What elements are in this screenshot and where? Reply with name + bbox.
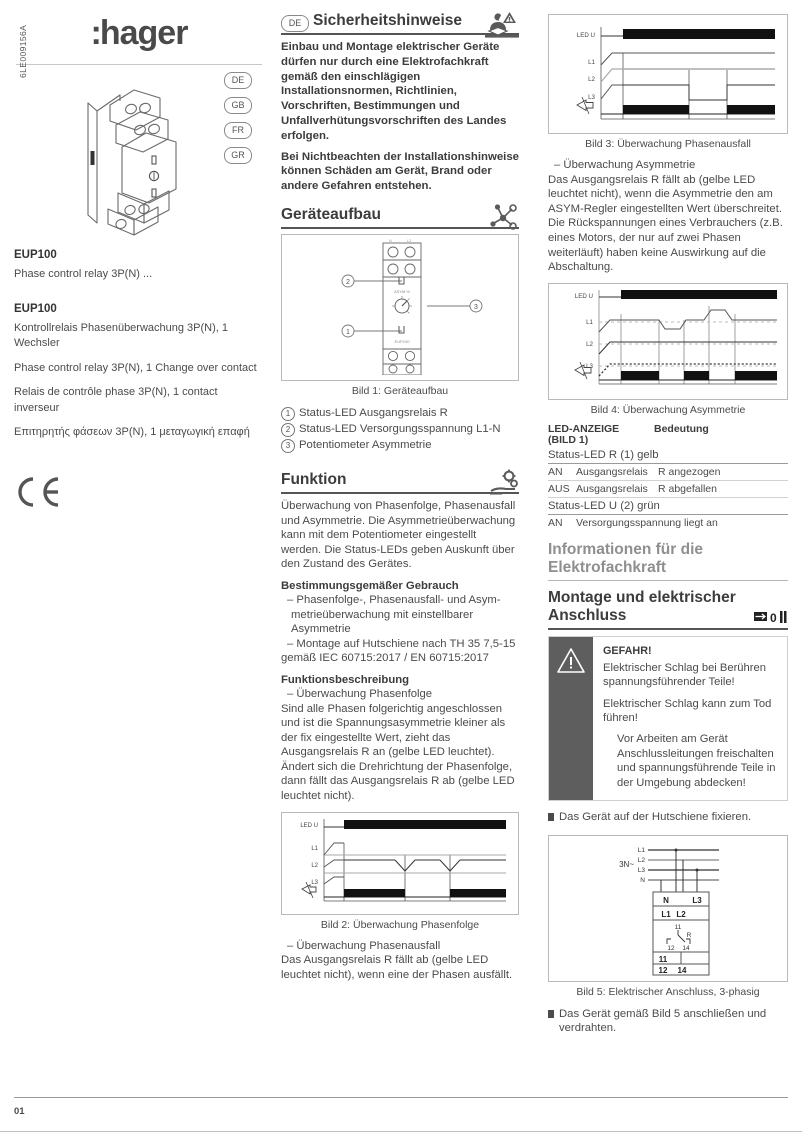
- svg-text:L3: L3: [637, 866, 645, 874]
- intended-use-line-4: – Montage auf Hutschiene nach TH 35 7,5-15: [287, 637, 516, 650]
- figure-bild2-caption: Bild 2: Überwachung Phasenfolge: [320, 918, 480, 931]
- language-badge-gr[interactable]: GR: [224, 147, 252, 164]
- legend-text: Status-LED Versorgungsspannung L1-N: [299, 422, 501, 435]
- ip20-icon: [754, 609, 788, 630]
- ce-mark-icon: [14, 475, 264, 517]
- language-badge-fr[interactable]: FR: [224, 122, 252, 139]
- svg-text:L3: L3: [407, 238, 411, 243]
- table-row: [548, 497, 788, 514]
- safety-heading-rule: [281, 33, 519, 35]
- svg-text:N: N: [389, 238, 392, 243]
- function-desc-body-3: Das Ausgangsrelais R fällt ab (gelbe LED leuchtet nicht), wenn die Asymmetrie den am ASYM-Regler eingestellten Wert überschreitet. Die Rückspannungen eines Verbrauchers (z.B. eines Motors, der nur auf zwei Phasen weiterläuft) haben keine Auswirkung auf die Abschaltung.: [548, 173, 783, 274]
- svg-text:L1: L1: [588, 59, 595, 66]
- svg-text:LED U: LED U: [576, 32, 595, 39]
- svg-text:2: 2: [346, 278, 350, 286]
- device-build-heading-rule: [281, 227, 519, 229]
- language-badge-de[interactable]: DE: [224, 72, 252, 89]
- figure-bild4: [548, 283, 788, 400]
- function-gear-hand-icon: [489, 469, 519, 502]
- header-divider: [16, 64, 262, 65]
- document-code: 6LE009156A: [18, 24, 28, 78]
- legend-text: Status-LED Ausgangsrelais R: [299, 406, 448, 419]
- led-table-col1-head-2: (BILD 1): [548, 434, 589, 447]
- svg-text:L1: L1: [311, 845, 318, 852]
- figure-bild4-caption: Bild 4: Überwachung Asymmetrie: [590, 403, 746, 416]
- svg-text:1: 1: [346, 328, 350, 336]
- led-state: AUS: [548, 480, 576, 497]
- safety-paragraph-1: Einbau und Montage elektrischer Geräte dürfen nur durch eine Elektrofachkraft gemäß den einschlägigen Installationsnormen, Richtlinien, Vorschriften, Bestimmungen und Unfallverhütungsvorschriften des Landes erfolgen.: [281, 41, 507, 142]
- table-row: [548, 480, 788, 497]
- function-desc-body-1: Sind alle Phasen folgerichtig angeschlossen und ist die Spannungsasymmetrie kleiner als der fix eingestellte Wert, zieht das Ausgangsrelais R an (gelbe LED leuchtet). Ändert sich die Drehrichtung der Phasenfolge, dann fällt das Ausgangsrelais R ab (gelbe LED leuchtet nicht).: [281, 702, 515, 803]
- svg-text:L3: L3: [586, 362, 593, 370]
- middle-column: [281, 0, 519, 990]
- svg-text:L1: L1: [661, 909, 671, 919]
- safety-heading: Sicherheitshinweise: [313, 12, 463, 29]
- function-intro: Überwachung von Phasenfolge, Phasenausfall und Asymmetrie. Die Asymmetrieüberwachung kann mit dem Potentiometer eingestellt werden. Die Status-LEDs geben Auskunft über den Zustand des Gerätes.: [281, 499, 516, 571]
- svg-text:L2: L2: [586, 340, 593, 348]
- led-table: [548, 447, 788, 531]
- figure-bild3-caption: Bild 3: Überwachung Phasenausfall: [585, 138, 751, 150]
- svg-text:14: 14: [682, 944, 690, 952]
- function-desc-item-1: – Überwachung Phasenfolge: [287, 687, 433, 700]
- legend-number: 1: [281, 407, 295, 421]
- danger-title: GEFAHR!: [603, 644, 652, 657]
- led-state: AN: [548, 516, 563, 529]
- svg-text:L1: L1: [586, 318, 593, 326]
- product-desc-gr: Επιτηρητής φάσεων 3P(N), 1 μεταγωγική επαφή: [14, 426, 250, 438]
- legend-number: 2: [281, 423, 295, 437]
- step-bullet-icon: [548, 813, 554, 821]
- legend-text: Potentiometer Asymmetrie: [299, 438, 432, 451]
- safety-instructions-icon: [485, 10, 519, 45]
- product-desc-fr: Relais de contrôle phase 3P(N), 1 contact inverseur: [14, 386, 218, 414]
- safety-heading-row: [281, 12, 519, 33]
- intended-use-line-1: – Phasenfolge-, Phasenausfall- und Asym-: [287, 593, 501, 606]
- function-heading-row: [281, 471, 519, 492]
- svg-text:11: 11: [674, 923, 682, 931]
- function-heading-rule: [281, 492, 519, 494]
- led-table-col2-head: Bedeutung: [654, 422, 709, 435]
- language-badge-list: [224, 72, 264, 172]
- figure-bild2: [281, 812, 519, 915]
- svg-text:EUP100: EUP100: [394, 338, 410, 344]
- led-table-header-2: [548, 435, 788, 447]
- led-group-label-2: Status-LED U (2) grün: [548, 497, 788, 514]
- svg-text:L2: L2: [588, 76, 595, 83]
- figure-bild5: [548, 835, 788, 982]
- mount-heading-row: [548, 589, 788, 628]
- danger-box: [548, 636, 788, 801]
- warning-triangle-icon: [549, 637, 593, 800]
- svg-text:12: 12: [667, 944, 675, 952]
- figure-bild1: [281, 234, 519, 381]
- page-number: 01: [14, 1106, 25, 1117]
- svg-text:N: N: [663, 895, 669, 905]
- intended-use-line-2: metrieüberwachung mit einstellbarer: [291, 608, 474, 621]
- intended-use-heading: Bestimmungsgemäßer Gebrauch: [281, 579, 459, 592]
- product-desc-gb: Phase control relay 3P(N), 1 Change over contact: [14, 361, 257, 374]
- step-bullet-icon: [548, 1010, 554, 1018]
- hager-logo: :hager: [90, 14, 188, 52]
- legend-item-3: [281, 437, 519, 453]
- mount-step-1: [548, 810, 788, 825]
- function-heading: Funktion: [281, 470, 347, 488]
- electrician-info-heading: Informationen für die Elektrofachkraft: [548, 540, 703, 576]
- svg-text:LED U: LED U: [574, 292, 593, 300]
- led-desc-a: Versorgungsspannung liegt an: [576, 516, 718, 529]
- svg-text:11: 11: [658, 954, 668, 964]
- intended-use-line-3: Asymmetrie: [291, 623, 351, 636]
- brand-name: hager: [99, 14, 188, 52]
- svg-text:L2: L2: [676, 909, 686, 919]
- mount-step-2: [548, 1007, 788, 1036]
- intended-use-line-5: gemäß IEC 60715:2017 / EN 60715:2017: [281, 652, 489, 665]
- product-title-1: EUP100: [14, 249, 57, 261]
- mount-heading-rule: [548, 628, 788, 630]
- table-row: [548, 463, 788, 480]
- device-build-heading: Geräteaufbau: [281, 205, 381, 223]
- function-description-heading: Funktionsbeschreibung: [281, 673, 410, 686]
- svg-text:N: N: [640, 876, 645, 884]
- led-table-col1-head: LED-ANZEIGE: [548, 422, 620, 435]
- svg-text:ASYM %: ASYM %: [393, 288, 411, 294]
- danger-body: [593, 637, 787, 800]
- device-build-heading-row: [281, 206, 519, 227]
- right-column: [548, 0, 788, 1036]
- device-build-legend: [281, 405, 519, 453]
- svg-text:LED U: LED U: [300, 822, 318, 829]
- svg-text:R: R: [686, 931, 692, 939]
- function-desc-item-3: – Überwachung Asymmetrie: [554, 159, 696, 171]
- product-title-2: EUP100: [14, 302, 57, 315]
- led-desc-b: R angezogen: [658, 463, 788, 480]
- figure-bild1-caption: Bild 1: Geräteaufbau: [351, 384, 449, 397]
- table-row: [548, 514, 788, 531]
- left-column: [14, 0, 264, 517]
- svg-text:3: 3: [474, 303, 478, 311]
- svg-text:L2: L2: [311, 862, 318, 869]
- svg-text:0: 0: [770, 610, 777, 625]
- mount-step-1-text: Das Gerät auf der Hutschiene fixieren.: [559, 811, 752, 823]
- figure-bild5-caption: Bild 5: Elektrischer Anschluss, 3-phasig: [576, 985, 760, 998]
- mount-heading: Montage und elektrischer Anschluss: [548, 588, 736, 624]
- language-badge-gb[interactable]: GB: [224, 97, 252, 114]
- function-desc-item-2: – Überwachung Phasenausfall: [287, 939, 441, 952]
- legend-item-1: [281, 405, 519, 421]
- svg-text:L3: L3: [692, 895, 702, 905]
- figure-bild3: [548, 14, 788, 134]
- danger-line-3: Vor Arbeiten am Gerät Anschlussleitungen freischalten und spannungsführende Teile in der Umgebung abdecken!: [617, 733, 776, 789]
- svg-text:12: 12: [658, 965, 668, 975]
- svg-text:3N~: 3N~: [619, 859, 634, 869]
- led-desc-b: R abgefallen: [658, 480, 788, 497]
- electrician-info-rule: [548, 580, 788, 581]
- svg-text:L2: L2: [637, 856, 645, 864]
- svg-text:L3: L3: [588, 94, 595, 101]
- language-badge-de-inline: DE: [281, 15, 309, 32]
- product-desc-de: Kontrollrelais Phasenüberwachung 3P(N), 1 Wechsler: [14, 321, 229, 349]
- footer-divider: [14, 1097, 788, 1098]
- mount-step-2-text: Das Gerät gemäß Bild 5 anschließen und verdrahten.: [559, 1007, 767, 1035]
- led-desc-a: Ausgangsrelais: [576, 463, 658, 480]
- svg-text:L1: L1: [637, 846, 645, 854]
- product-subtitle-1: Phase control relay 3P(N) ...: [14, 268, 153, 280]
- led-state: AN: [548, 463, 576, 480]
- safety-paragraph-2: Bei Nichtbeachten der Installationshinweise können Schäden am Gerät, Brand oder andere Gefahren entstehen.: [281, 150, 519, 193]
- svg-text:L3: L3: [311, 879, 318, 886]
- function-desc-body-2: Das Ausgangsrelais R fällt ab (gelbe LED leuchtet nicht), wenn eine der Phasen ausfällt.: [281, 954, 513, 981]
- svg-text:14: 14: [677, 965, 687, 975]
- footer-divider-bottom: [0, 1131, 802, 1132]
- legend-item-2: [281, 421, 519, 437]
- danger-line-2: Elektrischer Schlag kann zum Tod führen!: [603, 697, 772, 724]
- device-structure-icon: [489, 204, 519, 237]
- legend-number: 3: [281, 439, 295, 453]
- table-row: [548, 447, 788, 464]
- led-desc-a: Ausgangsrelais: [576, 480, 658, 497]
- led-group-label-1: Status-LED R (1) gelb: [548, 447, 788, 464]
- danger-line-1: Elektrischer Schlag bei Berühren spannungsführender Teile!: [603, 661, 766, 689]
